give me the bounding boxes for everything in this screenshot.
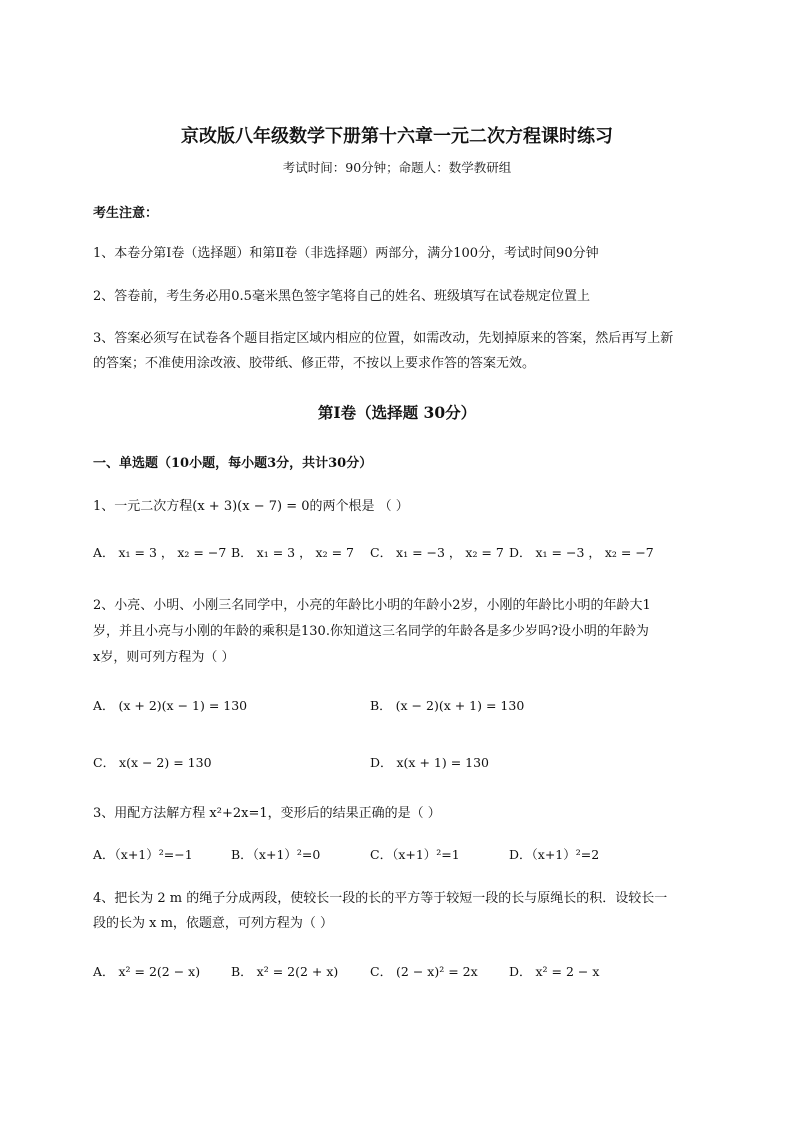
question-2-option-a: A． (x + 2)(x − 1) = 130 — [93, 698, 248, 713]
notice-item-3-cont: 的答案；不准使用涂改液、胶带纸、修正带，不按以上要求作答的答案无效。 — [93, 356, 536, 371]
question-2-stem-line-3: x岁，则可列方程为（ ） — [93, 650, 235, 665]
question-4-option-c: C． (2 − x)² = 2x — [370, 964, 478, 979]
question-2-option-c: C． x(x − 2) = 130 — [93, 755, 212, 770]
question-3-stem: 3、用配方法解方程 x²+2x=1，变形后的结果正确的是（ ） — [93, 806, 441, 821]
question-2-option-b: B． (x − 2)(x + 1) = 130 — [370, 698, 525, 713]
question-3-option-b: B．（x+1）²=0 — [231, 847, 321, 862]
question-4-option-a: A． x² = 2(2 − x) — [93, 964, 201, 979]
question-2-option-d: D． x(x + 1) = 130 — [370, 755, 490, 770]
question-3-option-d: D．（x+1）²=2 — [509, 847, 600, 862]
question-4-stem: 4、把长为 2 m 的绳子分成两段，使较长一段的长的平方等于较短一段的长与原绳长的积．设较长一 — [93, 891, 668, 906]
question-1-option-d: D． x₁ = −3 ， x₂ = −7 — [509, 545, 654, 560]
question-1-option-b: B． x₁ = 3 ， x₂ = 7 — [231, 545, 354, 560]
part-heading: 一、单选题（10小题，每小题3分，共计30分） — [93, 456, 373, 471]
notice-item-3: 3、答案必须写在试卷各个题目指定区域内相应的位置，如需改动，先划掉原来的答案，然后再写上新 — [93, 331, 674, 346]
exam-info: 考试时间：90分钟；命题人：数学教研组 — [282, 160, 512, 175]
question-1-option-a: A． x₁ = 3 ， x₂ = −7 — [93, 545, 227, 560]
notice-item-2: 2、答卷前，考生务必用0.5毫米黑色签字笔将自己的姓名、班级填写在试卷规定位置上 — [93, 289, 590, 304]
question-1-stem: 1、一元二次方程(x + 3)(x − 7) = 0的两个根是 （ ） — [93, 499, 409, 514]
question-1-option-c: C． x₁ = −3 ， x₂ = 7 — [370, 545, 504, 560]
question-4-option-b: B． x² = 2(2 + x) — [231, 964, 339, 979]
question-3-option-a: A．（x+1）²=−1 — [93, 847, 193, 862]
question-2-stem-line-2: 岁，并且小亮与小刚的年龄的乘积是130.你知道这三名同学的年龄各是多少岁吗?设小明的年龄为 — [93, 624, 649, 639]
page-title: 京改版八年级数学下册第十六章一元二次方程课时练习 — [181, 126, 613, 147]
question-4-option-d: D． x² = 2 − x — [509, 964, 600, 979]
section-title: 第Ⅰ卷（选择题 30分） — [317, 403, 477, 422]
notice-heading: 考生注意： — [93, 206, 159, 221]
question-2-stem: 2、小亮、小明、小刚三名同学中，小亮的年龄比小明的年龄小2岁，小刚的年龄比小明的年龄大1 — [93, 598, 651, 613]
question-4-stem-line-2: 段的长为 x m，依题意，可列方程为（ ） — [93, 916, 334, 931]
notice-item-1: 1、本卷分第Ⅰ卷（选择题）和第Ⅱ卷（非选择题）两部分，满分100分，考试时间90分钟 — [93, 246, 599, 261]
question-3-option-c: C．（x+1）²=1 — [370, 847, 460, 862]
